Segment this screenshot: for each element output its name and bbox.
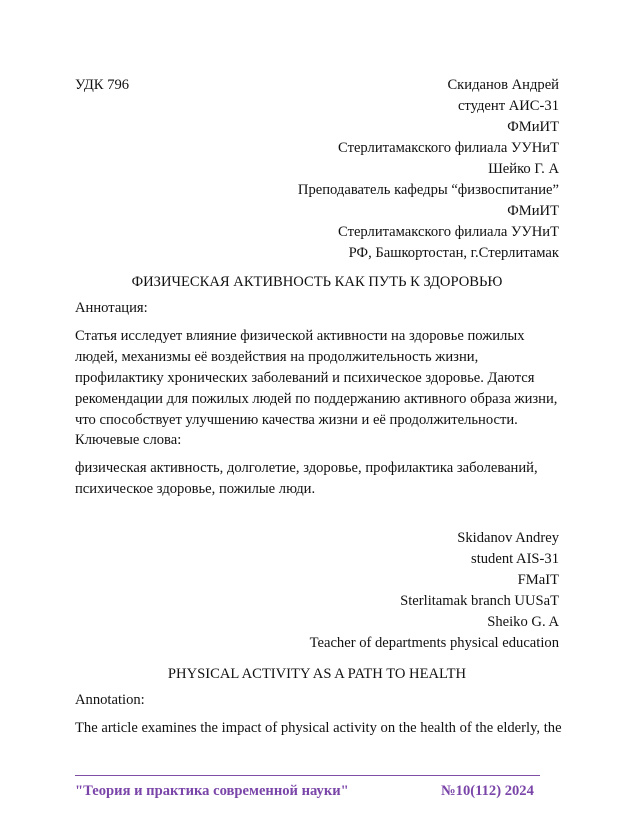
en-author-line: Teacher of departments physical education	[309, 635, 559, 651]
en-author-line: FMaIT	[517, 572, 559, 588]
en-annotation-label: Annotation:	[75, 692, 145, 708]
ru-keywords-line: физическая активность, долголетие, здоровье, профилактика заболеваний,	[75, 460, 538, 476]
ru-annotation-line: рекомендации для пожилых людей по поддержанию активного образа жизни,	[75, 391, 558, 407]
ru-author-line: Стерлитамакского филиала УУНиТ	[338, 224, 559, 240]
footer-divider	[75, 775, 540, 776]
en-author-line: Skidanov Andrey	[457, 530, 559, 546]
ru-annotation-text	[75, 326, 565, 431]
ru-annotation-line: что способствует улучшению качества жизни и её продолжительности.	[75, 412, 518, 428]
ru-keywords-line: психическое здоровье, пожилые люди.	[75, 481, 316, 497]
ru-annotation-line: Статья исследует влияние физической активности на здоровье пожилых	[75, 328, 525, 344]
ru-author-line: Преподаватель кафедры “физвоспитание”	[297, 182, 559, 198]
ru-author-line: РФ, Башкортостан, г.Стерлитамак	[348, 245, 559, 261]
ru-author-line: Стерлитамакского филиала УУНиТ	[338, 140, 559, 156]
en-author-line: Sterlitamak branch UUSaT	[400, 593, 559, 609]
en-author-line: Sheiko G. A	[487, 614, 559, 630]
ru-author-line: Шейко Г. А	[488, 161, 559, 177]
footer-journal-name: "Теория и практика современной науки"	[75, 783, 349, 799]
en-article-title: PHYSICAL ACTIVITY AS A PATH TO HEALTH	[167, 666, 467, 682]
ru-author-line: ФМиИТ	[507, 203, 559, 219]
ru-annotation-line: людей, механизмы её воздействия на продолжительность жизни,	[75, 349, 479, 365]
ru-keywords-text	[75, 458, 565, 500]
ru-author-line: ФМиИТ	[507, 119, 559, 135]
ru-author-line: Скиданов Андрей	[447, 77, 559, 93]
en-author-line: student AIS-31	[471, 551, 559, 567]
en-annotation-line: The article examines the impact of physical activity on the health of the elderly, the	[75, 720, 562, 736]
ru-author-line: студент АИС-31	[457, 98, 559, 114]
ru-annotation-label: Аннотация:	[75, 300, 148, 316]
footer-issue-number: №10(112) 2024	[441, 783, 534, 799]
ru-keywords-label: Ключевые слова:	[75, 432, 182, 448]
ru-article-title: ФИЗИЧЕСКАЯ АКТИВНОСТЬ КАК ПУТЬ К ЗДОРОВЬЮ	[131, 274, 503, 290]
udk-code: УДК 796	[75, 77, 130, 93]
ru-annotation-line: профилактику хронических заболеваний и психическое здоровье. Даются	[75, 370, 535, 386]
